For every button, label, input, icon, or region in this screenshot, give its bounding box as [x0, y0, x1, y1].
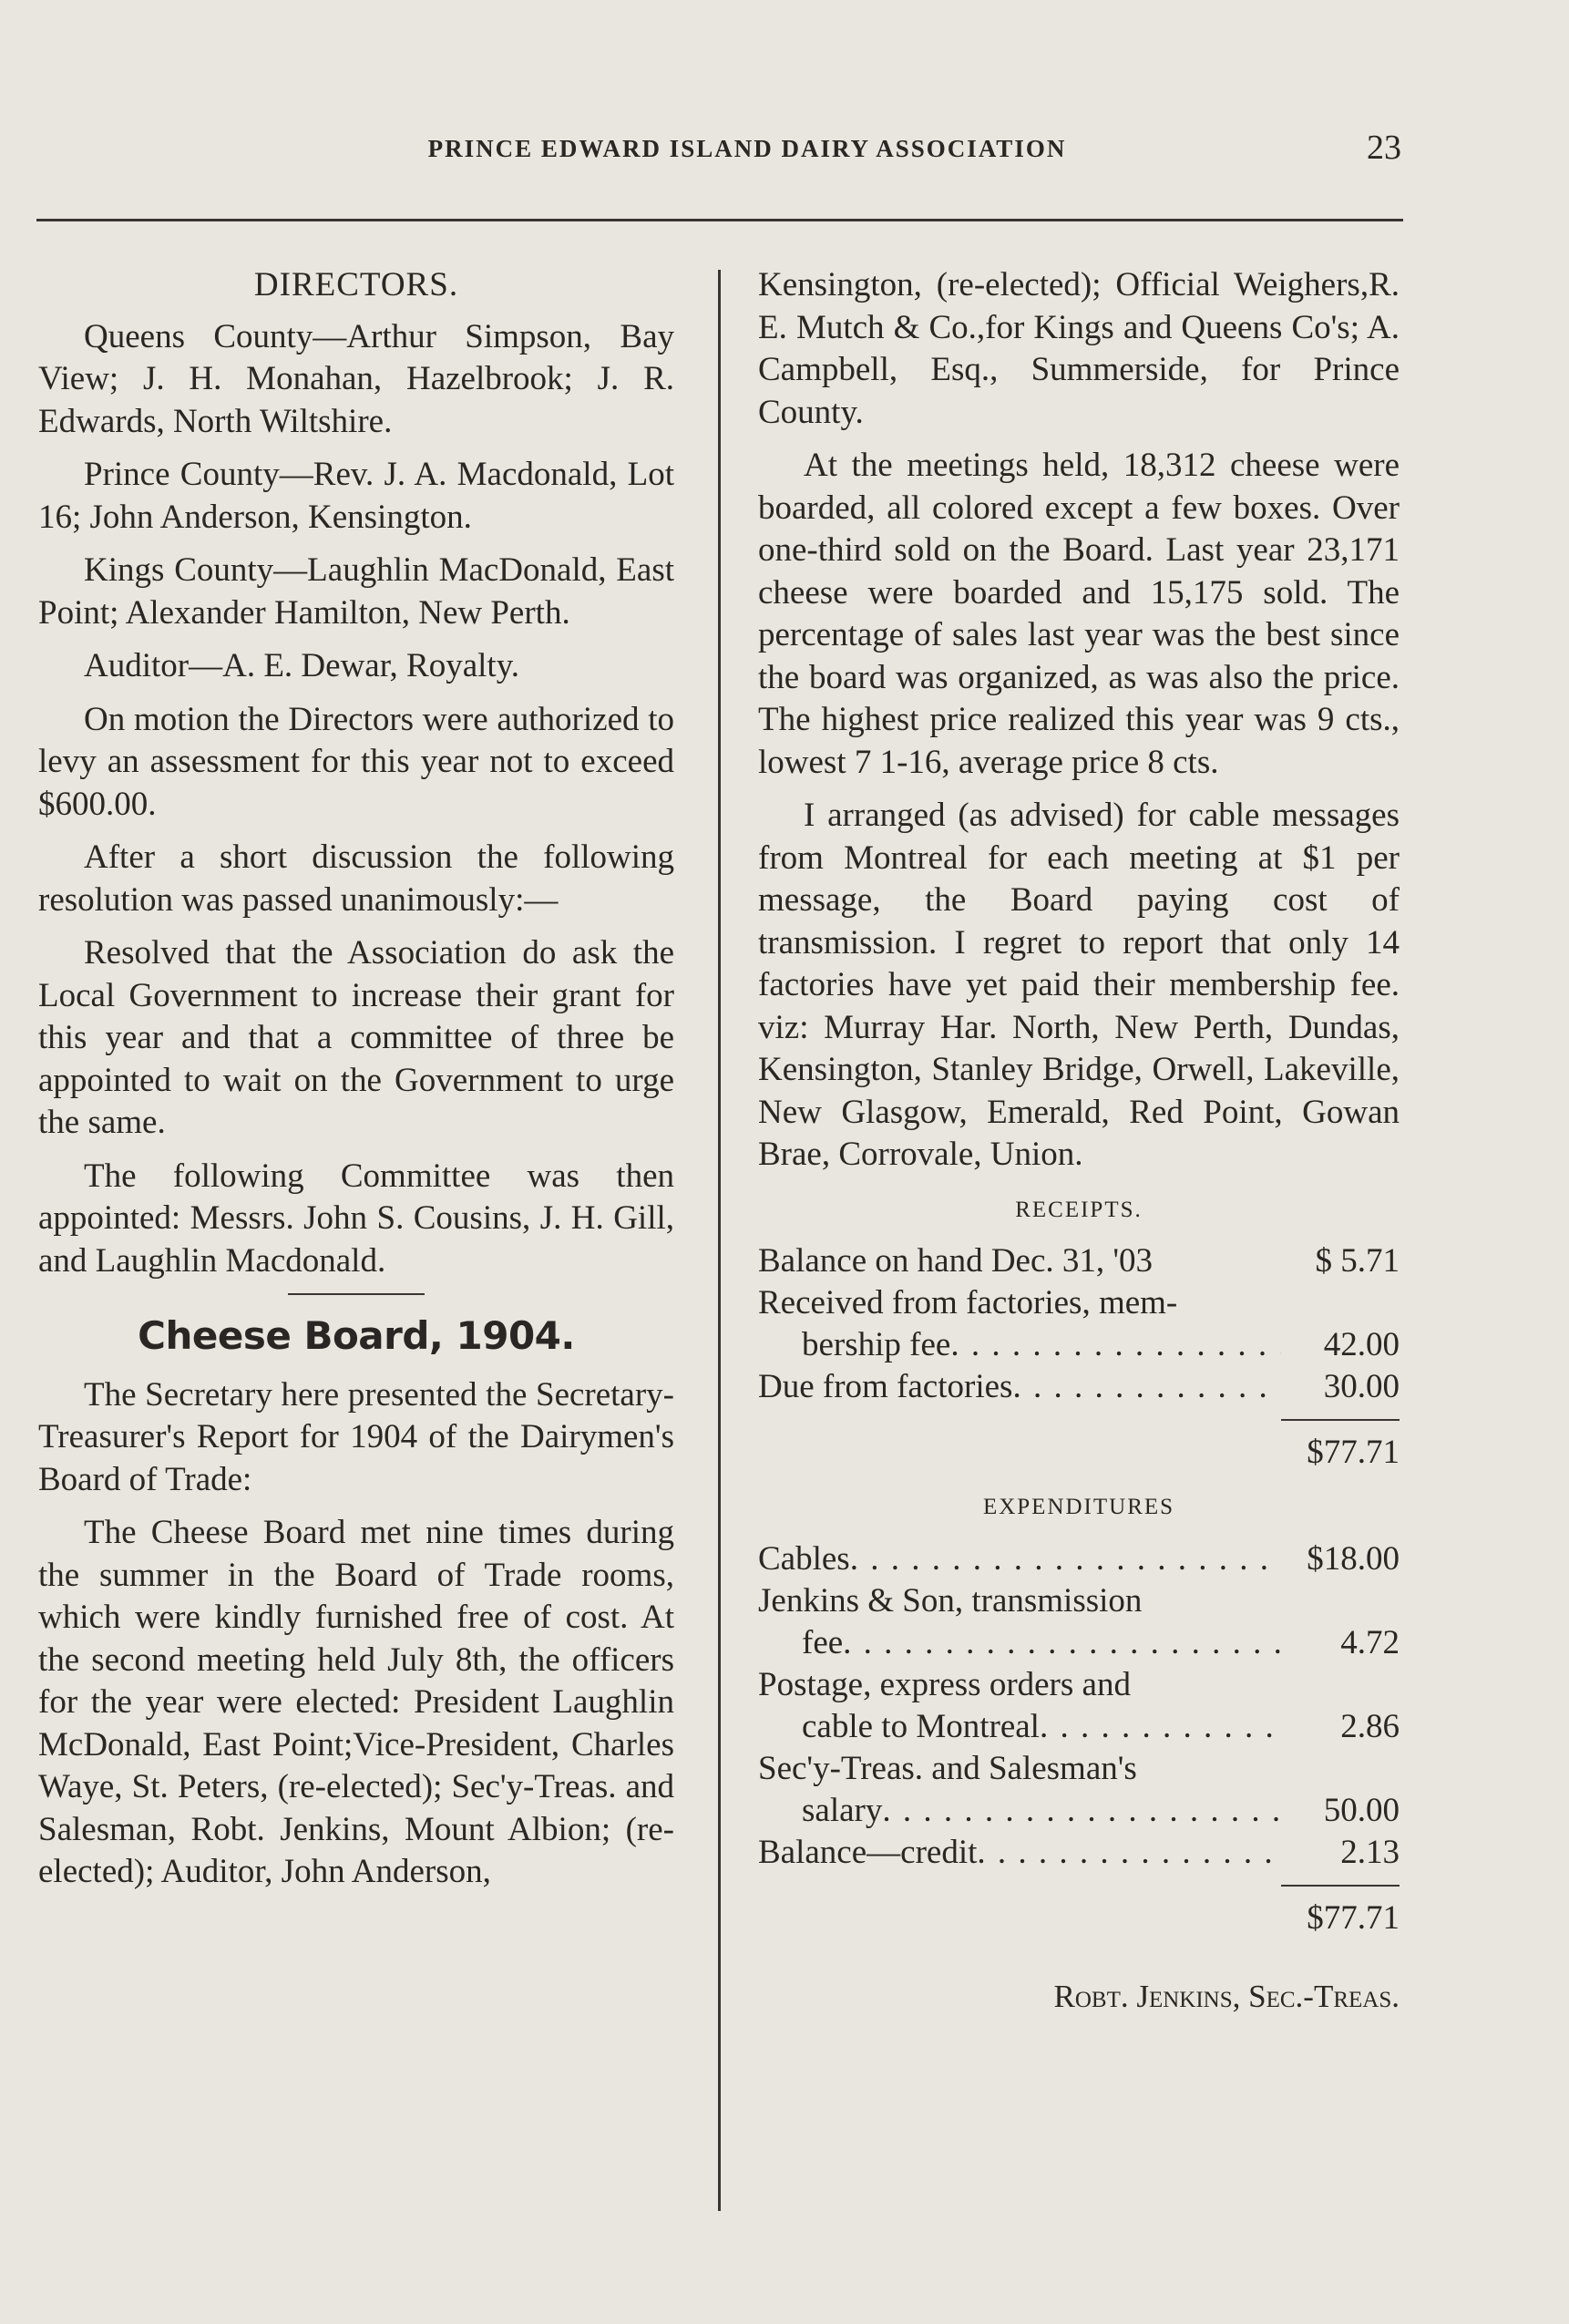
ledger-label: Cables: [758, 1539, 850, 1578]
leader-dots: [950, 1324, 1281, 1366]
leader-dots: [1040, 1706, 1281, 1748]
sum-rule: [1281, 1419, 1400, 1421]
receipts-total: $77.71: [1307, 1434, 1400, 1471]
ledger-label: Sec'y-Treas. and Salesman's: [758, 1749, 1137, 1787]
ledger-amount: 30.00: [1323, 1368, 1400, 1405]
paragraph-kings-county: Kings County—Laughlin MacDonald, East Point; Alexander Hamilton, New Perth.: [38, 551, 674, 632]
paragraph-auditor: Auditor—A. E. Dewar, Royalty.: [84, 647, 520, 684]
ledger-row: [758, 1580, 1400, 1622]
cheese-board-heading: Cheese Board, 1904.: [138, 1313, 575, 1358]
expenditures-total: $77.71: [1307, 1898, 1400, 1937]
sum-rule: [1281, 1885, 1400, 1887]
ledger-row: [758, 1664, 1400, 1706]
paragraph-queens-county: Queens County—Arthur Simpson, Bay View; J. H. Monahan, Hazelbrook; J. R. Edwards, North Wiltshire.: [38, 317, 674, 440]
paragraph-cheese-board-meetings: The Cheese Board met nine times during the summer in the Board of Trade rooms, which were kindly furnished free of cost. At the second meeting held July 8th, the officers for the year were elected: President Laughlin McDonald, East Point;Vice-President, Charles Waye, St. Peters, (re-elected); Sec'y-Treas. and Salesman, Robt. Jenkins, Mount Albion; (re-elected); Auditor, John Anderson,: [38, 1514, 674, 1890]
ledger-row: [758, 1748, 1400, 1790]
ledger-label: fee: [802, 1623, 844, 1661]
paragraph-discussion: After a short discussion the following resolution was passed unanimously:—: [38, 838, 674, 919]
ledger-label: salary: [802, 1791, 883, 1829]
ledger-row: [758, 1790, 1400, 1832]
ledger-row: [758, 1240, 1400, 1282]
ledger-amount: 2.13: [1340, 1833, 1400, 1871]
paragraph-officers-continued: Kensington, (re-elected); Official Weighers,R. E. Mutch & Co.,for Kings and Queens Co's; A. Campbell, Esq., Summerside, for Prince County.: [758, 266, 1400, 431]
left-column: [38, 264, 674, 1905]
ledger-amount: $18.00: [1307, 1539, 1400, 1578]
page-header: [36, 128, 1403, 182]
ledger-amount: 42.00: [1323, 1326, 1400, 1363]
ledger-row: [758, 1538, 1400, 1580]
ledger-label: Due from factories: [758, 1368, 1013, 1405]
ledger-label: Balance—credit: [758, 1833, 978, 1871]
right-column: [758, 264, 1400, 2018]
column-divider: [718, 270, 721, 2211]
ledger-row: [758, 1622, 1400, 1664]
ledger-row: [758, 1282, 1400, 1324]
leader-dots: [1012, 1366, 1281, 1408]
paragraph-committee: The following Committee was then appointed: Messrs. John S. Cousins, J. H. Gill, and Laughlin Macdonald.: [38, 1157, 674, 1280]
paragraph-resolution: Resolved that the Association do ask the Local Government to increase their grant for this year and that a committee of three be appointed to wait on the Government to urge the same.: [38, 934, 674, 1141]
leader-dots: [882, 1790, 1281, 1832]
ledger-row: [758, 1832, 1400, 1874]
ledger-row: [758, 1324, 1400, 1366]
directors-heading: DIRECTORS.: [253, 266, 459, 303]
ledger-amount: 50.00: [1323, 1791, 1400, 1829]
expenditures-ledger: [758, 1538, 1400, 1939]
leader-dots: [843, 1622, 1281, 1664]
paragraph-assessment-motion: On motion the Directors were authorized to levy an assessment for this year not to exceed $600.00.: [38, 700, 674, 823]
expenditures-heading: EXPENDITURES: [982, 1495, 1175, 1519]
ledger-label: Received from factories, mem-: [758, 1284, 1178, 1321]
paragraph-cable-messages: I arranged (as advised) for cable messages from Montreal for each meeting at $1 per message, the Board paying cost of transmission. I regret to report that only 14 factories have yet paid their membership fee. viz: Murray Har. North, New Perth, Dundas, Kensington, Stanley Bridge, Orwell, Lakeville, New Glasgow, Emerald, Red Point, Gowan Brae, Corrovale, Union.: [758, 797, 1400, 1173]
paragraph-secretary-report: The Secretary here presented the Secretary-Treasurer's Report for 1904 of the Dairymen's Board of Trade:: [38, 1375, 674, 1498]
page-number: 23: [1367, 129, 1401, 167]
leader-dots: [977, 1832, 1281, 1874]
paragraph-cheese-statistics: At the meetings held, 18,312 cheese were boarded, all colored except a few boxes. Over one-third sold on the Board. Last year 23,171 cheese were boarded and 15,175 sold. The percentage of sales last year was the best since the board was organized, as was also the price. The highest price realized this year was 9 cts., lowest 7 1-16, average price 8 cts.: [758, 447, 1400, 781]
signature: Robt. Jenkins, Sec.-Treas.: [1053, 1978, 1400, 2014]
ledger-row: [758, 1366, 1400, 1408]
ledger-amount: $ 5.71: [1315, 1242, 1400, 1280]
leader-dots: [850, 1538, 1281, 1580]
ledger-label: bership fee: [802, 1326, 951, 1363]
paragraph-prince-county: Prince County—Rev. J. A. Macdonald, Lot 16; John Anderson, Kensington.: [38, 456, 674, 536]
receipts-heading: RECEIPTS.: [1015, 1197, 1143, 1222]
receipts-ledger: [758, 1240, 1400, 1474]
header-rule: [36, 219, 1403, 221]
ledger-amount: 4.72: [1340, 1623, 1400, 1661]
running-title: PRINCE EDWARD ISLAND DAIRY ASSOCIATION: [427, 135, 1067, 162]
section-divider: [288, 1293, 425, 1295]
ledger-label: Jenkins & Son, transmission: [758, 1581, 1143, 1620]
ledger-label: cable to Montreal: [802, 1707, 1040, 1745]
ledger-amount: 2.86: [1340, 1707, 1400, 1745]
ledger-label: Postage, express orders and: [758, 1665, 1131, 1703]
ledger-label: Balance on hand Dec. 31, '03: [758, 1242, 1154, 1280]
ledger-row: [758, 1706, 1400, 1748]
